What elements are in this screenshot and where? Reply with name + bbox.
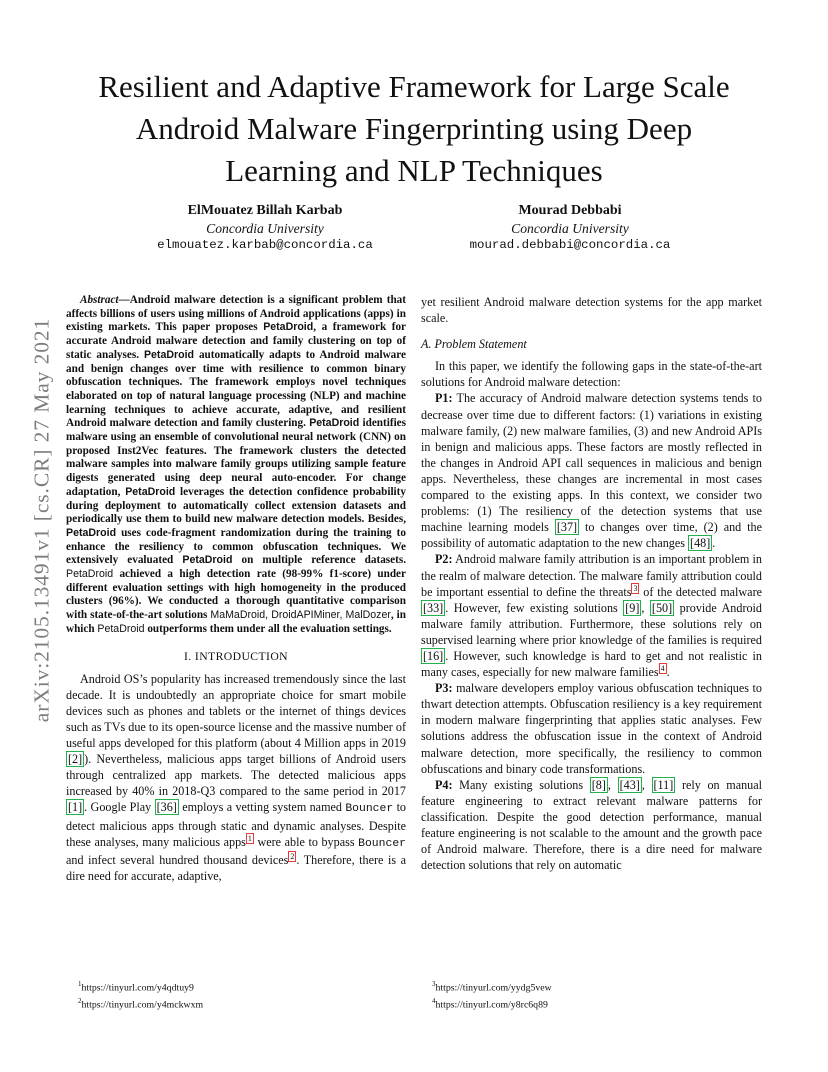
- system-name: PetaDroid: [66, 568, 114, 581]
- problem-label: P4:: [435, 777, 453, 792]
- body-text: ,: [607, 777, 618, 792]
- right-column: [421, 294, 762, 873]
- body-text: .: [666, 665, 670, 680]
- footnotes-right: [432, 978, 752, 1012]
- body-text: provide Android malware family attribution. Furthermore, these solutions rely on supervised learning where prior knowledge of the families is required: [421, 600, 763, 647]
- author-block-2: [420, 202, 720, 255]
- footnote-number: 2: [78, 996, 82, 1005]
- citation-link[interactable]: [16]: [423, 648, 444, 663]
- body-text: . However, such knowledge is hard to get and not realistic in many cases, especially for new malware families: [421, 648, 762, 680]
- problem-label: P3:: [435, 681, 453, 696]
- body-text: .: [712, 536, 716, 551]
- body-text: . Google Play: [84, 800, 155, 815]
- body-text: ,: [641, 600, 650, 615]
- author-email: mourad.debbabi@concordia.ca: [469, 238, 671, 252]
- footnote-number: 3: [432, 980, 436, 988]
- abstract-text: on multiple reference datasets.: [232, 554, 407, 567]
- footnote: [432, 978, 752, 995]
- citation-link[interactable]: [48]: [690, 536, 711, 551]
- arxiv-identifier: arXiv:2105.13491v1 [cs.CR] 27 May 2021: [29, 317, 54, 723]
- abstract-text: , a framework for accurate Android malware detection and family clustering on top of static analyses.: [66, 321, 407, 361]
- left-column: [66, 294, 406, 884]
- footnote-ref[interactable]: 2: [290, 851, 295, 861]
- citation-link[interactable]: [43]: [619, 777, 640, 792]
- citation-link[interactable]: [37]: [556, 520, 578, 535]
- body-text: Android malware family attribution is an important problem in the realm of malware detection. The malware family attribution could be important essential to define the threats: [421, 552, 762, 599]
- abstract-text: , in which: [66, 609, 406, 635]
- body-text: employs a vetting system named: [178, 800, 346, 815]
- paper-title: [60, 66, 768, 192]
- body-text: of the detected malware: [639, 584, 762, 599]
- problem-p3: [421, 680, 762, 777]
- problem-label: P2:: [435, 552, 453, 567]
- problem-p1: [421, 390, 762, 551]
- citation-link[interactable]: [50]: [651, 600, 673, 615]
- body-text: The accuracy of Android malware detection systems tends to decrease over time due to different factors: (1) variations in existing malware family, (2) new malware families, (3) and new Android APIs in benign and malicious apps. These factors are mostly reflected in the changes in Android API call sequences in malicious and benign apps. Nevertheless, these changes are incremental in most cases compared to the existing apps. In this context, we consider two problems: (1) The resiliency of the detection systems that use machine learning models: [421, 391, 762, 535]
- subsection-heading: A. Problem Statement: [421, 337, 527, 352]
- abstract-text: outperforms them under all the evaluation settings.: [144, 622, 392, 635]
- body-text: rely on manual feature engineering to extract relevant malware patterns for classification. Despite the good detection performance, manual feature engineering is not scalable to the amount and the growth pace of Android malware. Therefore, there is a dire need for malware detection solutions that rely on automatic: [421, 777, 762, 873]
- system-name: PetaDroid: [263, 321, 314, 334]
- problem-p4: [421, 777, 762, 874]
- body-text: and infect several hundred thousand devices: [66, 852, 289, 867]
- citation-link[interactable]: [36]: [156, 800, 177, 815]
- abstract: [66, 294, 406, 637]
- abstract-text: —Android malware detection is a significant problem that affects billions of users using millions of Android applications (apps) in existing markets. This paper proposes: [66, 294, 406, 334]
- footnote-number: 4: [432, 996, 436, 1005]
- body-text: Android OS’s popularity has increased tremendously since the last decade. It is undoubtedly an appropriate choice for smart mobile devices such as phones and tablets or the internet of things devices such as TVs due to its open-source license and the massive number of useful apps developed for this platform (about 4 Million apps in 2019: [66, 671, 406, 751]
- author-affiliation: Concordia University: [206, 220, 324, 236]
- title-line-1: Resilient and Adaptive Framework for Large Scale: [98, 69, 730, 104]
- system-name: PetaDroid: [309, 417, 360, 430]
- body-text: ). Nevertheless, malicious apps target billions of Android users through centralized app markets. The detected malicious apps increased by 40% in 2018-Q3 compared to the same period in 2017: [66, 752, 406, 799]
- citation-link[interactable]: [11]: [653, 777, 674, 792]
- problem-label: P1:: [435, 391, 453, 406]
- footnote-url[interactable]: https://tinyurl.com/yydg5vew: [435, 982, 552, 994]
- system-name: PetaDroid: [182, 554, 233, 567]
- author-name: Mourad Debbabi: [518, 203, 622, 218]
- body-text: malware developers employ various obfuscation techniques to thwart detection attempts. Obfuscation resiliency is a key requirement in modern malware fingerprinting that applies static analyses. Few solutions address the obfuscation issue in the context of Android malware detection, more specifically, the resiliency to common obfuscations and binary code transformations.: [421, 681, 762, 776]
- body-text: . However, few existing solutions: [445, 600, 624, 615]
- footnote-ref[interactable]: 1: [247, 833, 252, 843]
- code-term: Bouncer: [358, 837, 406, 850]
- footnote: [432, 995, 752, 1012]
- author-affiliation: Concordia University: [511, 220, 629, 236]
- system-name: PetaDroid: [66, 526, 117, 539]
- citation-link[interactable]: [2]: [68, 752, 83, 767]
- system-name: PetaDroid: [143, 348, 194, 361]
- intro-paragraph: [66, 671, 406, 884]
- body-text: to changes over time, (2) and the possibility of automatic adaptation to the new changes: [421, 520, 763, 551]
- body-text: to detect malicious apps through static and dynamic analyses. Despite these analyses, many malicious apps: [66, 800, 407, 849]
- body-text: were able to bypass: [253, 834, 359, 849]
- section-heading-introduction: I. INTRODUCTION: [183, 649, 289, 663]
- body-text: Many existing solutions: [452, 777, 590, 792]
- citation-link[interactable]: [9]: [625, 600, 640, 615]
- footnote-ref[interactable]: 4: [660, 664, 665, 674]
- title-line-2: Android Malware Fingerprinting using Deep: [135, 111, 693, 146]
- citation-link[interactable]: [1]: [68, 800, 83, 815]
- body-paragraph: In this paper, we identify the following gaps in the state-of-the-art solutions for Android malware detection:: [421, 359, 762, 390]
- body-text: . Therefore, there is a dire need for accurate, adaptive,: [66, 852, 407, 883]
- footnote-ref[interactable]: 3: [633, 583, 638, 593]
- code-term: Bouncer: [345, 803, 394, 816]
- body-text: ,: [641, 777, 652, 792]
- footnote: [78, 995, 398, 1012]
- footnotes-left: [78, 978, 398, 1012]
- abstract-text: uses code-fragment randomization during the training to enhance the resiliency to common obfuscation techniques. We extensively evaluated: [66, 526, 406, 567]
- body-paragraph: yet resilient Android malware detection systems for the app market scale.: [421, 295, 762, 326]
- author-name: ElMouatez Billah Karbab: [187, 203, 343, 218]
- arxiv-sidebar: [22, 270, 62, 770]
- abstract-text: achieved a high detection rate (98-99% f1-score) under different evaluation settings with high homogeneity in the produced clusters (96%). We conducted a thorough quantitative comparison with state-of-the-art solutions: [66, 568, 406, 622]
- citation-link[interactable]: [33]: [423, 600, 444, 615]
- citation-link[interactable]: [8]: [591, 777, 606, 792]
- footnote-url[interactable]: https://tinyurl.com/y4mckwxm: [81, 999, 204, 1011]
- footnote: [78, 978, 398, 995]
- abstract-text: leverages the detection confidence probability during deployment to automatically collect extension datasets and periodically use them to build new malware detection models. Besides,: [66, 485, 406, 526]
- footnote-number: 1: [78, 980, 82, 988]
- abstract-text: automatically adapts to Android malware and benign changes over time with resilience to common binary obfuscation techniques. The framework employs novel techniques elaborated on top of natural language processing (NLP) and machine learning techniques to achieve accurate, adaptive, and resilient Android malware detection and family clustering.: [66, 348, 407, 430]
- system-name: PetaDroid: [97, 622, 145, 635]
- system-name: PetaDroid: [125, 485, 176, 498]
- author-email: elmouatez.karbab@concordia.ca: [157, 238, 373, 252]
- footnote-url[interactable]: https://tinyurl.com/y4qdtuy9: [81, 982, 194, 994]
- author-block-1: [110, 202, 420, 255]
- compared-systems: MaMaDroid, DroidAPIMiner, MalDozer: [210, 609, 391, 622]
- footnote-url[interactable]: https://tinyurl.com/y8rc6q89: [435, 999, 548, 1011]
- title-line-3: Learning and NLP Techniques: [225, 153, 603, 188]
- abstract-label: Abstract: [80, 294, 119, 306]
- problem-p2: [421, 551, 762, 680]
- abstract-text: identifies malware using an ensemble of convolutional neural network (CNN) on proposed Inst2Vec features. The framework clusters the detected malware samples into malware family groups utilizing sample feature digests generated using deep neural auto-encoder. For change adaptation,: [66, 417, 406, 498]
